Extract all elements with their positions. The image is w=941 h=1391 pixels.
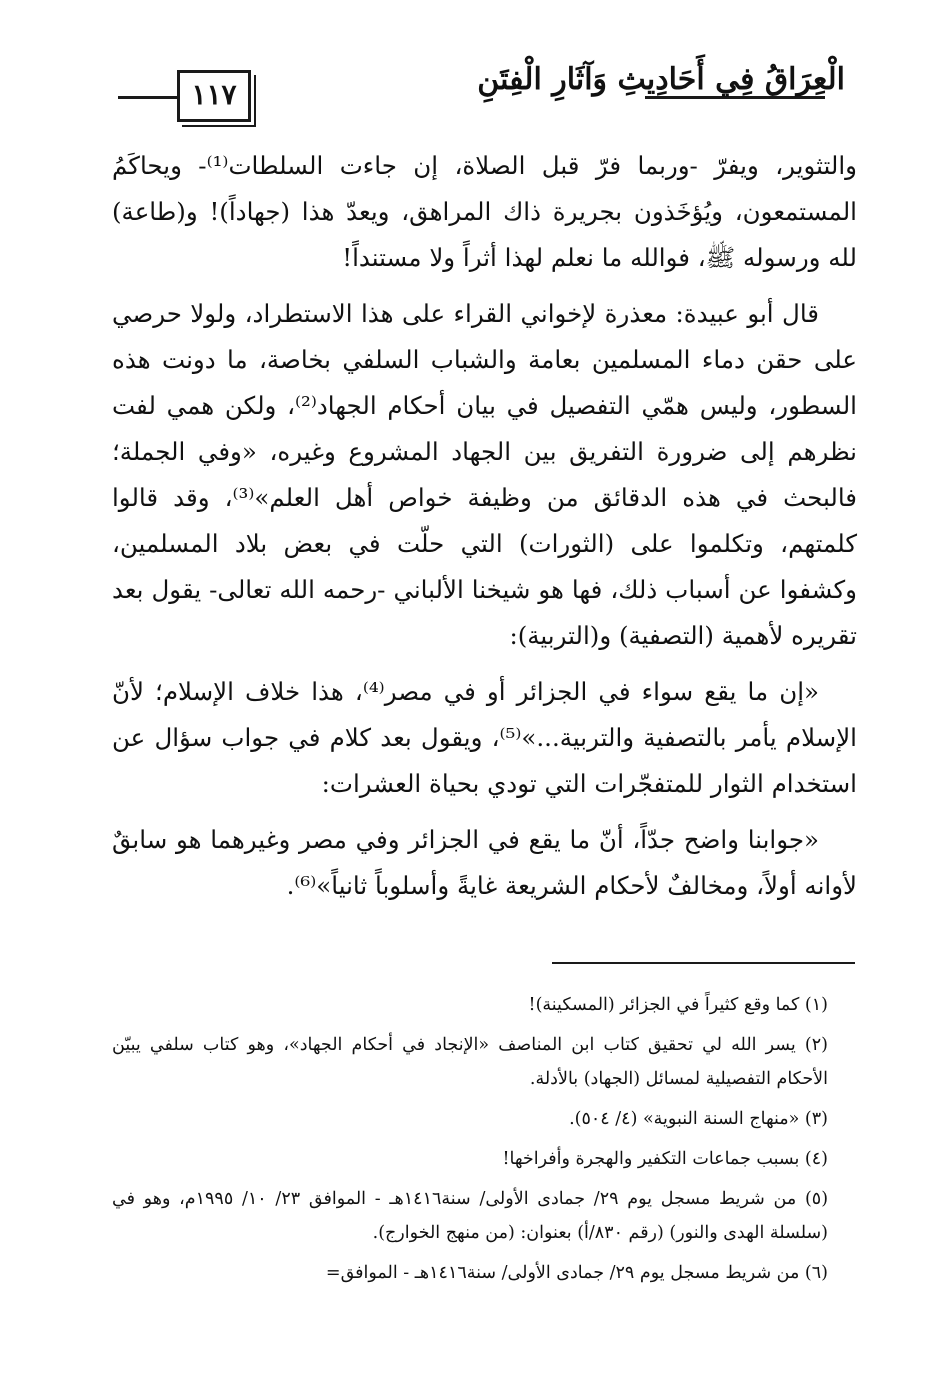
- footnotes: [112, 988, 842, 1290]
- paragraph: قال أبو عبيدة: معذرة لإخواني القراء على هذا الاستطراد، ولولا حرصي على حقن دماء المسلمين بعامة والشباب السلفي بخاصة، ما دونت هذه السطور، وليس همّي التفصيل في بيان أحكام الجهاد⁽²⁾، ولكن همي لفت نظرهم إلى ضرورة التفريق بين الجهاد المشروع وغيره، «وفي الجملة؛ فالبحث في هذه الدقائق من وظيفة خواص أهل العلم»⁽³⁾، وقد قالوا كلمتهم، وتكلموا على (الثورات) التي حلّت في بعض بلاد المسلمين، وكشفوا عن أسباب ذلك، فها هو شيخنا الألباني -رحمه الله تعالى- يقول بعد تقريره لأهمية (التصفية) و(التربية):: [112, 299, 857, 650]
- footnote: (٦) من شريط مسجل يوم ٢٩/ جمادى الأولى/ سنة١٤١٦هـ - الموافق=: [325, 1263, 828, 1283]
- page-number-box: [177, 70, 251, 122]
- footnote-separator: [552, 962, 855, 964]
- paragraph: «إن ما يقع سواء في الجزائر أو في مصر⁽⁴⁾، هذا خلاف الإسلام؛ لأنّ الإسلام يأمر بالتصفية والتربية...»⁽⁵⁾، ويقول بعد كلام في جواب سؤال عن استخدام الثوار للمتفجّرات التي تودي بحياة العشرات:: [112, 677, 857, 798]
- footnote: (٢) يسر الله لي تحقيق كتاب ابن المناصف «الإنجاد في أحكام الجهاد»، وهو كتاب سلفي يبيّن الأحكام التفصيلية لمسائل (الجهاد) بالأدلة.: [112, 1035, 828, 1089]
- footnote: (٤) بسبب جماعات التكفير والهجرة وأفراخها!: [502, 1149, 828, 1169]
- footnote: (٣) «منهاج السنة النبوية» (٤/ ٥٠٤).: [569, 1109, 828, 1129]
- running-title: الْعِرَاقُ فِي أَحَادِيثِ وَآثَارِ الْفِتَنِ: [477, 62, 845, 97]
- paragraph: «جوابنا واضح جدّاً، أنّ ما يقع في الجزائر وفي مصر وغيرهما هو سابقٌ لأوانه أولاً، ومخالفٌ لأحكام الشريعة غايةً وأسلوباً ثانياً»⁽⁶⁾.: [112, 825, 857, 900]
- footnote: (٥) من شريط مسجل يوم ٢٩/ جمادى الأولى/ سنة١٤١٦هـ - الموافق ٢٣/ ١٠/ ١٩٩٥م، وهو في (سلسلة الهدى والنور) (رقم ٨٣٠/أ) بعنوان: (من منهج الخوارج).: [112, 1189, 829, 1243]
- paragraph: والتثوير، ويفرّ -وربما فرّ قبل الصلاة، إن جاءت السلطات⁽¹⁾- ويحاكَمُ المستمعون، ويُؤخَذون بجريرة ذاك المراهق، ويعدّ هذا (جهاداً)! و(طاعة) لله ورسوله ﷺ، فوالله ما نعلم لهذا أثراً ولا مستنداً!: [112, 151, 857, 272]
- header-rule-left: [118, 96, 178, 99]
- footnote: (١) كما وقع كثيراً في الجزائر (المسكينة)!: [528, 995, 828, 1015]
- page-number: ١١٧: [191, 78, 237, 111]
- main-text: [112, 143, 857, 909]
